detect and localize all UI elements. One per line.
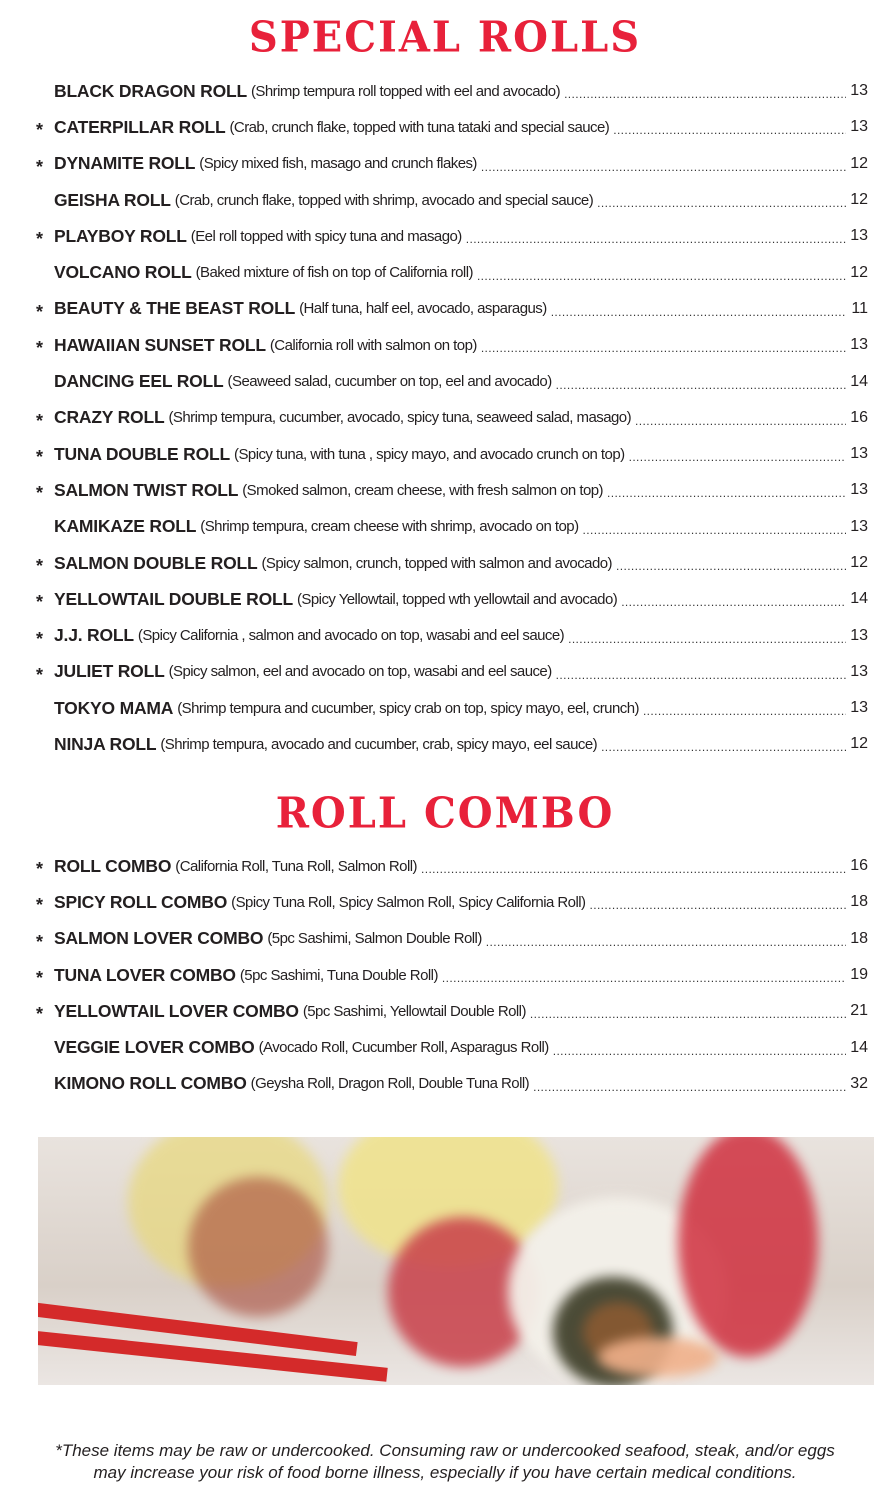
- dot-leader: [481, 154, 846, 174]
- item-description: (California roll with salmon on top): [269, 336, 477, 354]
- menu-item: [36, 73, 868, 109]
- dot-leader: [442, 965, 846, 985]
- dot-leader: [530, 1001, 846, 1021]
- roll-combo-list: [36, 848, 868, 1102]
- item-description: (Avocado Roll, Cucumber Roll, Asparagus Roll): [258, 1039, 549, 1057]
- raw-indicator-asterisk: [36, 741, 54, 747]
- item-price: 13: [850, 445, 868, 463]
- dot-leader: [621, 589, 846, 609]
- menu-item: [36, 726, 868, 762]
- item-price: 11: [851, 299, 868, 317]
- item-name: YELLOWTAIL DOUBLE ROLL: [54, 588, 293, 609]
- raw-indicator-asterisk: *: [36, 968, 44, 989]
- menu-item: [36, 182, 868, 218]
- menu-item: [36, 436, 868, 472]
- item-price: 32: [850, 1074, 868, 1092]
- menu-item: [36, 690, 868, 726]
- item-price: 13: [850, 662, 868, 680]
- raw-indicator-asterisk: *: [36, 628, 44, 649]
- dot-leader: [481, 335, 846, 355]
- dot-leader: [486, 929, 846, 949]
- item-description: (Baked mixture of fish on top of California roll): [195, 264, 473, 282]
- item-name: SALMON LOVER COMBO: [54, 928, 264, 949]
- dot-leader: [583, 517, 846, 537]
- item-name: PLAYBOY ROLL: [54, 225, 187, 246]
- item-description: (5pc Sashimi, Salmon Double Roll): [267, 930, 482, 948]
- item-price: 12: [850, 191, 868, 209]
- disclaimer-line-1: *These items may be raw or undercooked. Consuming raw or undercooked seafood, steak, and/or eggs: [55, 1441, 835, 1460]
- raw-indicator-asterisk: *: [36, 592, 44, 613]
- menu-item: [36, 509, 868, 545]
- item-price: 13: [850, 699, 868, 717]
- item-price: 14: [850, 590, 868, 608]
- raw-indicator-asterisk: [36, 379, 54, 385]
- menu-item: [36, 654, 868, 690]
- item-price: 16: [850, 408, 868, 426]
- menu-item: [36, 884, 868, 920]
- menu-item: [36, 400, 868, 436]
- item-description: (Crab, crunch flake, topped with tuna tataki and special sauce): [229, 118, 610, 136]
- menu-item: [36, 1066, 868, 1102]
- item-description: (Shrimp tempura, cucumber, avocado, spicy tuna, seaweed salad, masago): [168, 409, 632, 427]
- item-name: KAMIKAZE ROLL: [54, 516, 197, 537]
- menu-item: [36, 327, 868, 363]
- item-name: SALMON TWIST ROLL: [54, 479, 239, 500]
- item-description: (Half tuna, half eel, avocado, asparagus): [299, 300, 547, 318]
- menu-item: [36, 581, 868, 617]
- raw-indicator-asterisk: [36, 1045, 54, 1051]
- dot-leader: [551, 299, 846, 319]
- dot-leader: [607, 480, 846, 500]
- item-name: VEGGIE LOVER COMBO: [54, 1037, 255, 1058]
- dot-leader: [568, 626, 846, 646]
- item-description: (Spicy Tuna Roll, Spicy Salmon Roll, Spicy California Roll): [231, 893, 586, 911]
- item-description: (Shrimp tempura roll topped with eel and avocado): [250, 82, 561, 100]
- item-name: TUNA DOUBLE ROLL: [54, 443, 230, 464]
- raw-indicator-asterisk: [36, 88, 54, 94]
- dot-leader: [556, 372, 846, 392]
- menu-item: [36, 472, 868, 508]
- item-price: 18: [850, 929, 868, 947]
- special-rolls-list: [36, 73, 868, 763]
- item-name: VOLCANO ROLL: [54, 262, 192, 283]
- item-price: 19: [850, 966, 868, 984]
- item-price: 16: [850, 857, 868, 875]
- item-name: TUNA LOVER COMBO: [54, 964, 236, 985]
- menu-item: [36, 848, 868, 884]
- item-price: 14: [850, 1038, 868, 1056]
- dot-leader: [556, 662, 846, 682]
- menu-item: [36, 146, 868, 182]
- menu-item: [36, 291, 868, 327]
- raw-indicator-asterisk: *: [36, 859, 44, 880]
- item-name: KIMONO ROLL COMBO: [54, 1073, 247, 1094]
- item-price: 13: [850, 336, 868, 354]
- dot-leader: [635, 408, 846, 428]
- item-name: HAWAIIAN SUNSET ROLL: [54, 334, 266, 355]
- item-name: JULIET ROLL: [54, 661, 165, 682]
- item-name: CRAZY ROLL: [54, 407, 165, 428]
- dot-leader: [601, 734, 846, 754]
- item-name: CATERPILLAR ROLL: [54, 116, 226, 137]
- raw-indicator-asterisk: *: [36, 1004, 44, 1025]
- menu-item: [36, 993, 868, 1029]
- raw-indicator-asterisk: [36, 524, 54, 530]
- item-description: (Spicy California , salmon and avocado on top, wasabi and eel sauce): [137, 627, 565, 645]
- raw-indicator-asterisk: *: [36, 301, 44, 322]
- item-price: 12: [850, 263, 868, 281]
- sushi-photo: [38, 1137, 874, 1385]
- item-name: ROLL COMBO: [54, 855, 172, 876]
- item-price: 13: [850, 227, 868, 245]
- item-description: (Geysha Roll, Dragon Roll, Double Tuna Roll): [250, 1075, 530, 1093]
- raw-indicator-asterisk: *: [36, 338, 44, 359]
- dot-leader: [421, 856, 846, 876]
- raw-indicator-asterisk: *: [36, 556, 44, 576]
- raw-indicator-asterisk: *: [36, 120, 44, 141]
- item-name: SALMON DOUBLE ROLL: [54, 552, 258, 573]
- special-rolls-title: SPECIAL ROLLS: [248, 12, 642, 63]
- item-price: 12: [850, 735, 868, 753]
- item-description: (Shrimp tempura and cucumber, spicy crab on top, spicy mayo, eel, crunch): [177, 699, 639, 717]
- raw-indicator-asterisk: *: [36, 664, 44, 685]
- item-name: J.J. ROLL: [54, 625, 134, 646]
- item-description: (Eel roll topped with spicy tuna and masago): [190, 227, 462, 245]
- menu-item: [36, 921, 868, 957]
- disclaimer-line-2: may increase your risk of food borne illness, especially if you have certain medical conditions.: [93, 1463, 797, 1482]
- item-price: 12: [850, 154, 868, 172]
- item-description: (5pc Sashimi, Tuna Double Roll): [239, 966, 438, 984]
- item-name: SPICY ROLL COMBO: [54, 891, 228, 912]
- menu-item: [36, 617, 868, 653]
- dot-leader: [616, 553, 846, 573]
- item-name: TOKYO MAMA: [54, 697, 174, 718]
- raw-indicator-asterisk: [36, 270, 54, 276]
- raw-indicator-asterisk: *: [36, 483, 44, 504]
- dot-leader: [477, 263, 846, 283]
- item-description: (Spicy salmon, eel and avocado on top, wasabi and eel sauce): [168, 663, 552, 681]
- menu-item: [36, 218, 868, 254]
- item-price: 13: [850, 118, 868, 136]
- dot-leader: [553, 1038, 846, 1058]
- dot-leader: [589, 892, 846, 912]
- item-description: (Crab, crunch flake, topped with shrimp, avocado and special sauce): [174, 191, 594, 209]
- dot-leader: [613, 117, 846, 137]
- item-name: GEISHA ROLL: [54, 189, 171, 210]
- item-description: (Seaweed salad, cucumber on top, eel and avocado): [227, 373, 552, 391]
- item-price: 12: [850, 554, 868, 571]
- item-name: DYNAMITE ROLL: [54, 153, 196, 174]
- raw-indicator-asterisk: *: [36, 410, 44, 431]
- roll-combo-title: ROLL COMBO: [275, 788, 615, 839]
- item-price: 13: [850, 626, 868, 644]
- item-price: 18: [850, 893, 868, 911]
- dot-leader: [629, 444, 846, 464]
- dot-leader: [533, 1074, 846, 1094]
- menu-item: [36, 1029, 868, 1065]
- item-description: (Spicy Yellowtail, topped wth yellowtail and avocado): [296, 590, 618, 608]
- raw-indicator-asterisk: *: [36, 931, 44, 952]
- raw-indicator-asterisk: *: [36, 447, 44, 468]
- raw-food-disclaimer: [0, 1440, 890, 1484]
- raw-indicator-asterisk: *: [36, 895, 44, 916]
- item-name: YELLOWTAIL LOVER COMBO: [54, 1000, 299, 1021]
- item-description: (Smoked salmon, cream cheese, with fresh salmon on top): [242, 481, 603, 499]
- item-name: NINJA ROLL: [54, 733, 157, 754]
- item-name: BLACK DRAGON ROLL: [54, 80, 247, 101]
- raw-indicator-asterisk: [36, 705, 54, 711]
- item-description: (Shrimp tempura, cream cheese with shrimp, avocado on top): [200, 518, 579, 536]
- menu-item: [36, 957, 868, 993]
- menu-item: [36, 109, 868, 145]
- menu-item: [36, 545, 868, 581]
- item-name: DANCING EEL ROLL: [54, 371, 224, 392]
- item-description: (California Roll, Tuna Roll, Salmon Roll): [175, 857, 417, 875]
- item-price: 21: [850, 1002, 868, 1020]
- menu-item: [36, 254, 868, 290]
- dot-leader: [643, 698, 846, 718]
- item-price: 13: [850, 481, 868, 499]
- menu-item: [36, 363, 868, 399]
- item-description: (5pc Sashimi, Yellowtail Double Roll): [302, 1002, 526, 1020]
- raw-indicator-asterisk: [36, 1081, 54, 1087]
- item-price: 14: [850, 372, 868, 390]
- raw-indicator-asterisk: [36, 197, 54, 203]
- item-description: (Spicy salmon, crunch, topped with salmon and avocado): [261, 554, 612, 572]
- item-price: 13: [850, 517, 868, 535]
- dot-leader: [466, 226, 846, 246]
- item-description: (Spicy mixed fish, masago and crunch flakes): [199, 155, 477, 173]
- item-description: (Shrimp tempura, avocado and cucumber, crab, spicy mayo, eel sauce): [160, 735, 598, 753]
- dot-leader: [564, 81, 846, 101]
- item-price: 13: [850, 82, 868, 100]
- dot-leader: [597, 190, 846, 210]
- item-description: (Spicy tuna, with tuna , spicy mayo, and avocado crunch on top): [234, 445, 625, 463]
- item-name: BEAUTY & THE BEAST ROLL: [54, 298, 296, 319]
- raw-indicator-asterisk: *: [36, 229, 44, 250]
- raw-indicator-asterisk: *: [36, 156, 44, 177]
